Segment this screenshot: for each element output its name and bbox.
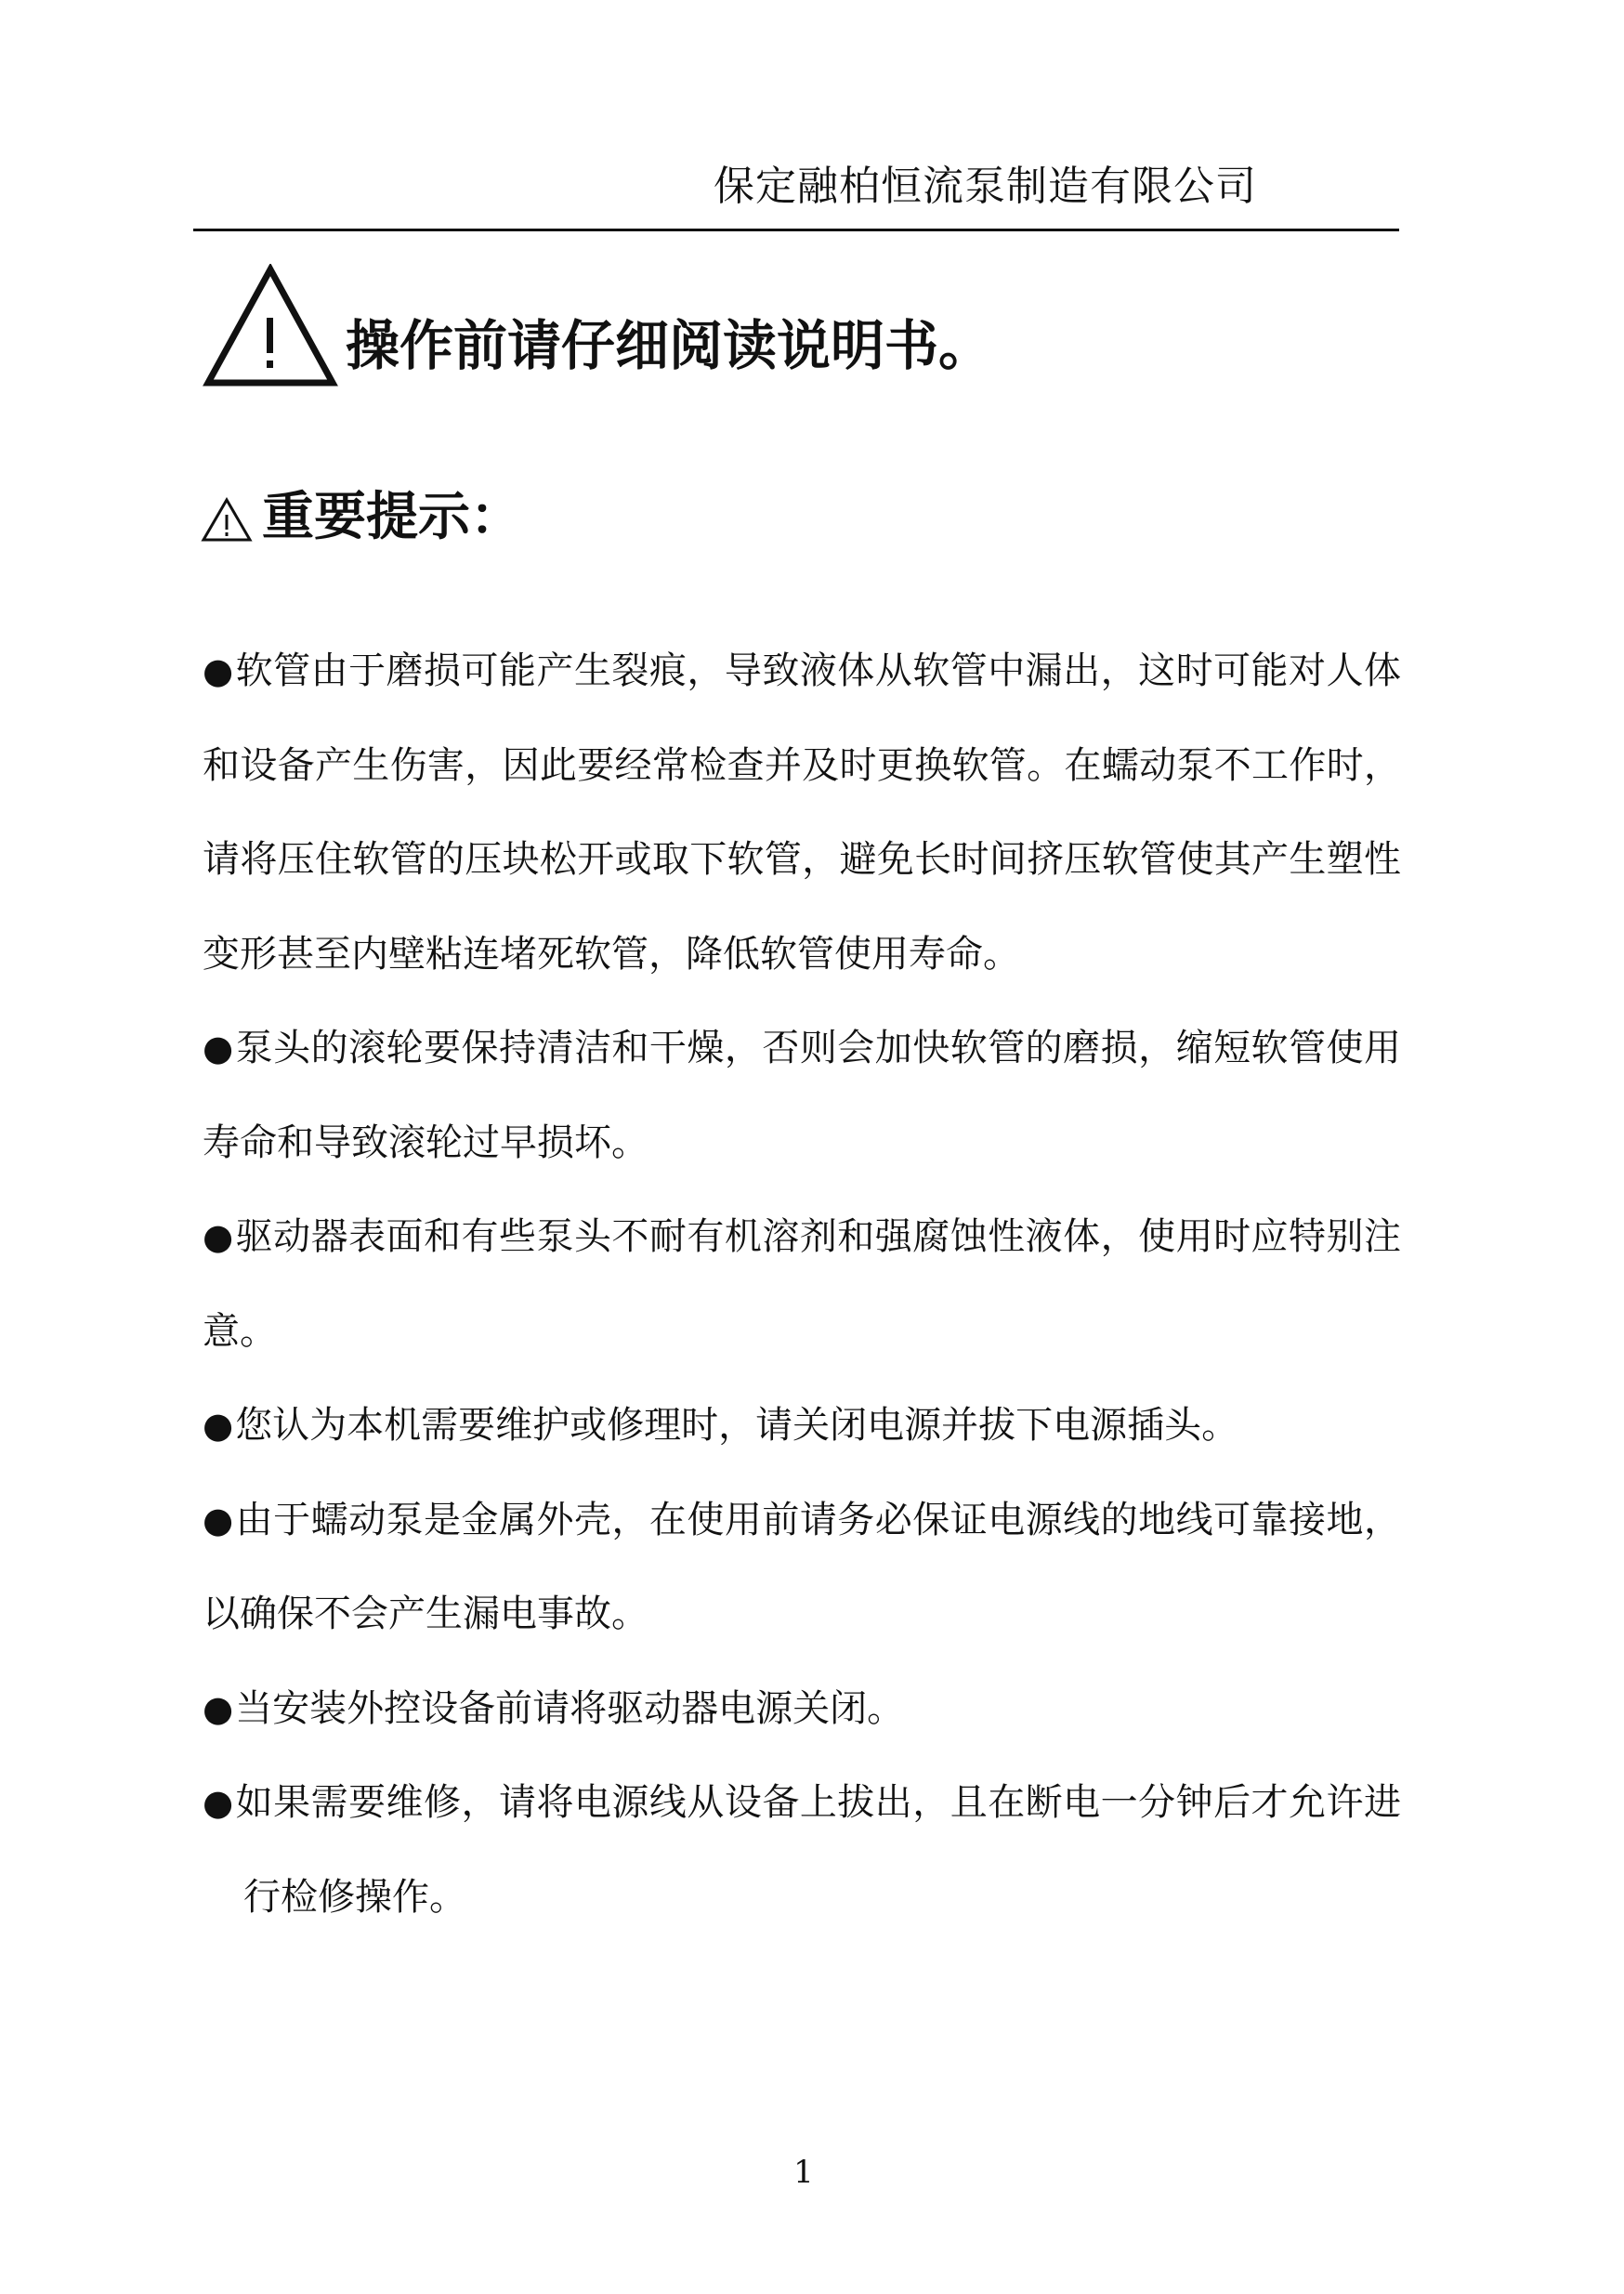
note-text: 软管由于磨损可能产生裂痕，导致液体从软管中漏出，这时可能对人体和设备产生伤害，因此要经常检查并及时更换软管。在蠕动泵不工作时，请将压住软管的压块松开或取下软管，避免长时间挤压软管使其产生塑性变形甚至内壁粘连堵死软管，降低软管使用寿命。 bbox=[203, 649, 1401, 976]
note-item bbox=[203, 1662, 1401, 1757]
bullet-icon: ● bbox=[203, 1687, 234, 1729]
note-text: 如果需要维修，请将电源线从设备上拔出，且在断电一分钟后才允许进行检修操作。 bbox=[235, 1781, 1401, 1919]
warning-triangle-icon bbox=[203, 264, 338, 388]
note-item bbox=[203, 1002, 1401, 1190]
note-text: 您认为本机需要维护或修理时，请关闭电源并拔下电源插头。 bbox=[235, 1404, 1239, 1447]
page-title: 操作前请仔细阅读说明书。 bbox=[346, 314, 993, 377]
note-item bbox=[203, 1756, 1401, 1945]
note-text: 当安装外控设备前请将驱动器电源关闭。 bbox=[235, 1686, 905, 1730]
bullet-icon: ● bbox=[203, 650, 234, 691]
bullet-icon: ● bbox=[203, 1782, 234, 1823]
section-heading: 重要提示： bbox=[262, 487, 522, 547]
note-text: 由于蠕动泵是金属外壳，在使用前请务必保证电源线的地线可靠接地，以确保不会产生漏电事故。 bbox=[203, 1498, 1401, 1635]
bullet-icon: ● bbox=[203, 1216, 234, 1257]
note-item bbox=[203, 1474, 1401, 1662]
bullet-icon: ● bbox=[203, 1405, 234, 1446]
page-number: 1 bbox=[793, 2154, 814, 2191]
header-rule bbox=[193, 229, 1399, 231]
bullet-icon: ● bbox=[203, 1499, 234, 1540]
note-text: 泵头的滚轮要保持清洁和干燥，否则会加快软管的磨损，缩短软管使用寿命和导致滚轮过早损坏。 bbox=[203, 1027, 1401, 1164]
note-item bbox=[203, 1190, 1401, 1379]
note-item bbox=[203, 624, 1401, 1002]
note-item bbox=[203, 1379, 1401, 1474]
header-company-name: 保定融柏恒流泵制造有限公司 bbox=[714, 163, 1257, 210]
bullet-icon: ● bbox=[203, 1028, 234, 1068]
notes-list bbox=[203, 624, 1401, 1945]
small-warning-triangle-icon bbox=[201, 496, 253, 543]
note-text: 驱动器表面和有些泵头不耐有机溶剂和强腐蚀性液体，使用时应特别注意。 bbox=[203, 1215, 1401, 1353]
